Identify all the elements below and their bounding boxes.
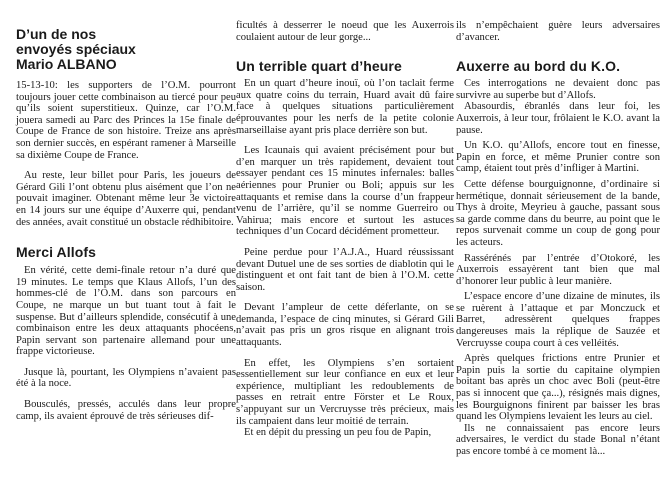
paragraph: Ils ne connaissaient pas encore leurs adversaires, le verdict du stade Bonal n’étant pas encore tombé à ce moment là... (456, 422, 660, 457)
byline-line-2: envoyés spéciaux (16, 41, 136, 57)
paragraph: 15-13-10: les supporters de l’O.M. pourront toujours jouer cette combinaison au tiercé pour peu qu’ils soient superstitieux. Quinze, car l’O.M. jouera samedi au Parc des Princes la 15e finale de Coupe de France de son histoire. Treize ans après son dernier succès, en espérant ramener à Marseille sa dixième Coupe de France. (16, 80, 236, 161)
byline (16, 27, 236, 72)
paragraph: Au reste, leur billet pour Paris, les joueurs de Gérard Gili l’ont obtenu plus aisément que l’on ne pouvait imaginer. Obtenant même leur 3e victoire en 14 jours sur une équipe d’Auxerre qui, pendant des années, avait constitué un obstacle rédhibitoire. (16, 170, 236, 228)
heading-auxerre-au-bord-du-ko: Auxerre au bord du K.O. (456, 58, 621, 75)
heading-merci-allofs: Merci Allofs (16, 244, 97, 261)
paragraph: ils n’empêchaient guère leurs adversaires d’avancer. (456, 20, 660, 43)
column-2 (236, 20, 454, 439)
paragraph: Les Icaunais qui avaient précisément pour but d’en marquer un très rapidement, devaient tout essayer pendant ces 15 minutes infernales: balles aériennes pour Prunier ou Boli; appuis sur les attaquants et remise dans la course d’un frappeur venu de l’arrière, qu’il se nomme Guerreiro ou Vahirua; mais encore et surtout les astuces techniques d’un Cocard décidément prometteur. (236, 145, 454, 238)
heading-terrible-quart-d-heure: Un terrible quart d’heure (236, 58, 402, 75)
paragraph: Un K.O. qu’Allofs, encore tout en finesse, Papin en force, et même Prunier contre son camp, étaient tout près d’infliger à Martini. (456, 140, 660, 175)
paragraph: En effet, les Olympiens s’en sortaient essentiellement sur leur confiance en eux et leur expérience, multipliant les redoublements de passes en retrait entre Förster et Le Roux, s’appuyant sur un Vercruysse très précieux, mais ils campaient dans leur moitié de terrain. (236, 357, 454, 427)
paragraph: Bousculés, pressés, acculés dans leur propre camp, ils avaient éprouvé de très sérieuses dif- (16, 399, 236, 422)
paragraph: ficultés à desserrer le noeud que les Auxerrois coulaient autour de leur gorge... (236, 20, 454, 43)
paragraph: Rassérénés par l’entrée d’Otokoré, les Auxerrois essayèrent tant bien que mal d’honorer leur public à leur manière. (456, 252, 660, 287)
byline-author: Mario ALBANO (16, 56, 117, 72)
paragraph: Après quelques frictions entre Prunier et Papin puis la sortie du capitaine olympien boitant bas après un choc avec Boli (peut-être pas si innocent que ça...), résignés mais dignes, les Bourguignons finirent par baisser les bras quand les Olympiens levaient les leurs au ciel. (456, 353, 660, 423)
paragraph: Et en dépit du pressing un peu fou de Papin, (244, 427, 432, 439)
paragraph: En un quart d’heure inouï, où l’on taclait ferme aux quatre coins du terrain, Huard avait dû faire face à quelques situations particulièrement éprouvantes pour les nerfs de la petite colonie marseillaise ayant pris place derrière son but. (236, 78, 454, 136)
byline-line-1: D’un de nos (16, 26, 97, 42)
paragraph: Cette défense bourguignonne, d’ordinaire si hermétique, donnait sérieusement de la bande, Thys à droite, Meyrieu à gauche, passant sous sa garde comme dans du beurre, au point que le repos survenait comme un coup de gong pour les acteurs. (456, 178, 660, 248)
column-3 (456, 20, 660, 458)
paragraph: En vérité, cette demi-finale retour n’a duré que 19 minutes. Le temps que Klaus Allofs, l’un des hommes-clé de l’O.M. dans son parcours en Coupe, ne marque un but tuant tout à fait le suspense. But d’ailleurs splendide, consécutif à une combinaison entre les deux attaquants phocéens, Papin servant son partenaire allemand pour une frappe victorieuse. (16, 265, 236, 358)
paragraph: Peine perdue pour l’A.J.A., Huard réussissant devant Dutuel une de ses sorties de diablotin qui le distinguent et ont fait tant de bien à l’O.M. cette saison. (236, 246, 454, 293)
paragraph: L’espace encore d’une dizaine de minutes, ils se ruèrent à l’attaque et par Monczuck et Barret, adressèrent quelques frappes dangereuses mais la réplique de Sauzée et Vercruysse coupa court à ces velléités. (456, 291, 660, 349)
paragraph: Jusque là, pourtant, les Olympiens n’avaient pas été à la noce. (16, 366, 236, 390)
paragraph: Devant l’ampleur de cette déferlante, on se demanda, l’espace de cinq minutes, si Gérard Gili n’avait pas pris un gros risque en alignant trois attaquants. (236, 302, 454, 349)
paragraph: Ces interrogations ne devaient donc pas survivre au superbe but d’Allofs. (456, 78, 660, 101)
paragraph: Abasourdis, ébranlés dans leur foi, les Auxerrois, à leur tour, frôlaient le K.O. avant la pause. (456, 101, 660, 136)
column-1 (16, 27, 236, 422)
